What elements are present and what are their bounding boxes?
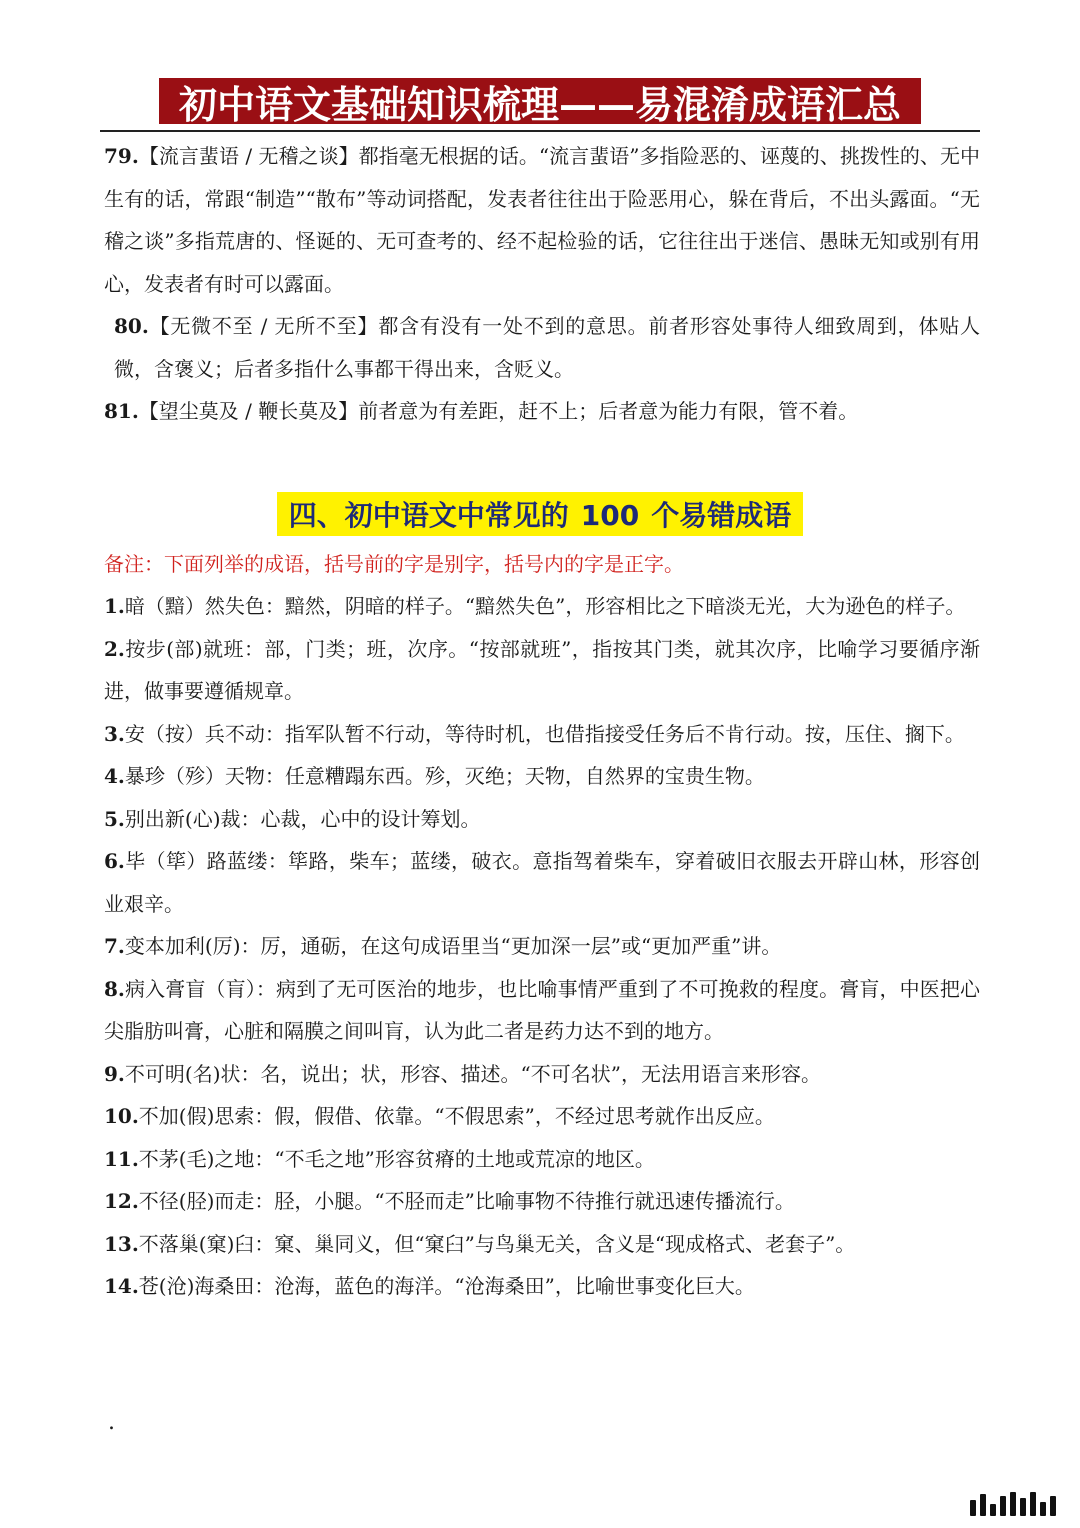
section-note: 备注：下面列举的成语，括号前的字是别字，括号内的字是正字。 xyxy=(104,552,684,576)
entry-text: 【望尘莫及 / 鞭长莫及】前者意为有差距，赶不上；后者意为能力有限，管不着。 xyxy=(138,399,859,423)
list-item xyxy=(104,1095,980,1138)
item-number: 7. xyxy=(104,934,125,958)
list-item xyxy=(104,798,980,841)
list-item xyxy=(104,585,980,628)
item-text: 不茅(毛)之地：“不毛之地”形容贫瘠的土地或荒凉的地区。 xyxy=(138,1146,655,1171)
item-text: 按步(部)就班：部，门类；班，次序。“按部就班”，指按其门类，就其次序，比喻学习要循序渐进，做事要遵循规章。 xyxy=(104,636,980,703)
entry-80 xyxy=(104,305,980,390)
item-number: 4. xyxy=(104,764,125,788)
item-number: 10. xyxy=(104,1104,139,1128)
title-banner xyxy=(159,78,921,127)
section-heading-text-b: 个易错成语 xyxy=(645,497,797,534)
footer-dot: . xyxy=(108,1410,115,1435)
item-number: 8. xyxy=(104,976,125,1001)
item-number: 3. xyxy=(104,721,125,746)
item-number: 12. xyxy=(104,1189,139,1213)
item-text: 暗（黯）然失色：黯然，阴暗的样子。“黯然失色”，形容相比之下暗淡无光，大为逊色的样子。 xyxy=(124,594,966,618)
item-number: 1. xyxy=(104,594,125,618)
item-text: 别出新(心)裁：心裁，心中的设计筹划。 xyxy=(124,806,481,831)
list-item xyxy=(104,1223,980,1266)
section-heading-text-a: 四、初中语文中常见的 xyxy=(283,497,575,534)
list-item xyxy=(104,628,980,713)
section-heading-number: 100 xyxy=(575,497,645,534)
list-item xyxy=(104,1180,980,1223)
title-divider xyxy=(100,130,980,132)
entry-81 xyxy=(104,390,980,433)
item-text: 苍(沧)海桑田：沧海，蓝色的海洋。“沧海桑田”，比喻世事变化巨大。 xyxy=(138,1274,755,1298)
item-text: 病入膏盲（肓）：病到了无可医治的地步，也比喻事情严重到了不可挽救的程度。膏肓，中医把心尖脂肪叫膏，心脏和隔膜之间叫肓，认为此二者是药力达不到的地方。 xyxy=(104,976,980,1043)
list-item xyxy=(104,713,980,756)
header xyxy=(100,78,980,132)
list-item xyxy=(104,925,980,968)
item-number: 14. xyxy=(104,1274,139,1298)
item-number: 6. xyxy=(104,849,125,873)
list-item xyxy=(104,968,980,1053)
item-text: 不可明(名)状：名，说出；状，形容、描述。“不可名状”，无法用语言来形容。 xyxy=(124,1061,821,1086)
entry-79 xyxy=(104,135,980,305)
item-number: 9. xyxy=(104,1061,125,1086)
item-number: 11. xyxy=(104,1146,139,1171)
list-item xyxy=(104,1265,980,1308)
item-text: 变本加利(厉)：厉，通砺，在这句成语里当“更加深一层”或“更加严重”讲。 xyxy=(124,934,782,958)
item-text: 安（按）兵不动：指军队暂不行动，等待时机，也借指接受任务后不肯行动。按，压住、搁下。 xyxy=(124,721,965,746)
item-text: 不径(胫)而走：胫，小腿。“不胫而走”比喻事物不待推行就迅速传播流行。 xyxy=(138,1189,795,1213)
item-number: 13. xyxy=(104,1231,139,1256)
part1-list xyxy=(104,135,980,433)
section-heading xyxy=(0,492,1080,536)
list-item xyxy=(104,755,980,798)
watermark-logo xyxy=(970,1492,1056,1516)
item-number: 2. xyxy=(104,636,125,661)
entry-number: 80. xyxy=(114,314,149,338)
item-text: 不加(假)思索：假，假借、依靠。“不假思索”，不经过思考就作出反应。 xyxy=(138,1104,775,1128)
page-title: 初中语文基础知识梳理——易混淆成语汇总 xyxy=(178,82,901,127)
entry-text: 【流言蜚语 / 无稽之谈】都指毫无根据的话。“流言蜚语”多指险恶的、诬蔑的、挑拨性的、无中生有的话，常跟“制造”“散布”等动词搭配，发表者往往出于险恶用心，躲在背后，不出头露面。“无稽之谈”多指荒唐的、怪诞的、无可查考的、经不起检验的话，它往往出于迷信、愚昧无知或别有用心，发表者有时可以露面。 xyxy=(104,144,980,296)
entry-text: 【无微不至 / 无所不至】都含有没有一处不到的意思。前者形容处事待人细致周到，体贴人微，含褒义；后者多指什么事都干得出来，含贬义。 xyxy=(114,314,980,381)
entry-number: 79. xyxy=(104,144,139,168)
entry-number: 81. xyxy=(104,399,139,423)
item-number: 5. xyxy=(104,806,125,831)
section-heading-highlight xyxy=(277,492,803,536)
idiom-list xyxy=(104,585,980,1308)
list-item xyxy=(104,1053,980,1096)
item-text: 不落巢(窠)臼：窠、巢同义，但“窠臼”与鸟巢无关，含义是“现成格式、老套子”。 xyxy=(138,1231,856,1256)
list-item xyxy=(104,840,980,925)
list-item xyxy=(104,1138,980,1181)
item-text: 暴珍（殄）天物：任意糟蹋东西。殄，灭绝；天物，自然界的宝贵生物。 xyxy=(124,764,765,788)
item-text: 毕（筚）路蓝缕：筚路，柴车；蓝缕，破衣。意指驾着柴车，穿着破旧衣服去开辟山林，形容创业艰辛。 xyxy=(104,849,980,916)
